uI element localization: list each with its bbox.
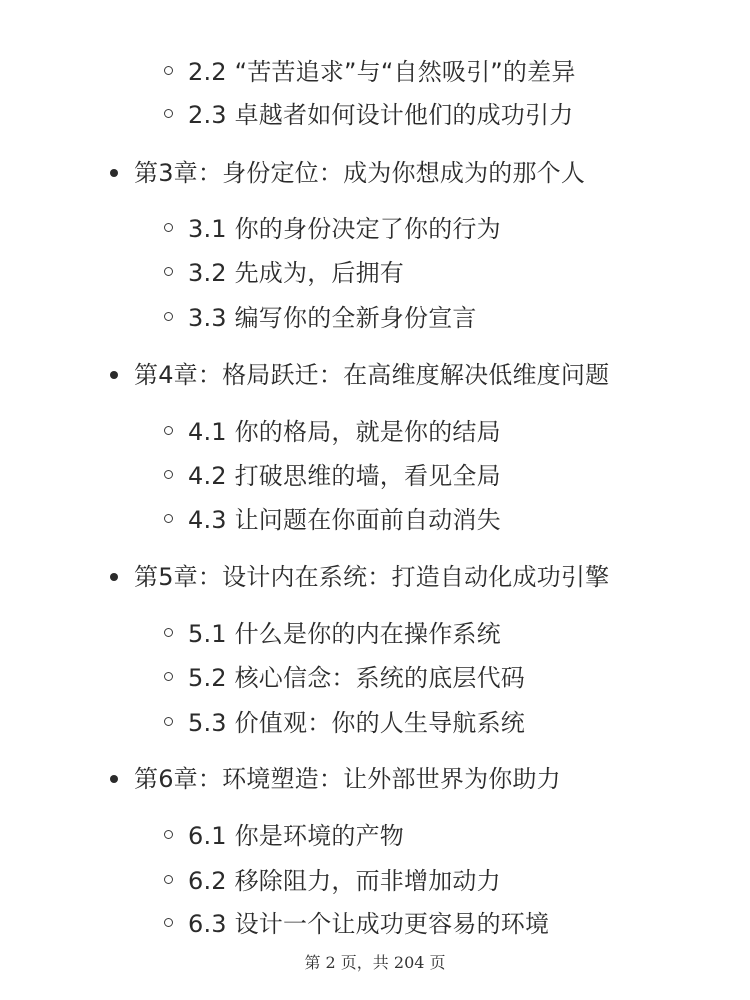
- toc-chapter-label: 第5章：设计内在系统：打造自动化成功引擎: [134, 563, 610, 591]
- toc-section-label: 4.3 让问题在你面前自动消失: [188, 506, 501, 534]
- toc-section-label: 5.1 什么是你的内在操作系统: [188, 620, 501, 648]
- hollow-bullet-icon: [164, 918, 173, 927]
- toc-section-label: 3.3 编写你的全新身份宣言: [188, 304, 477, 332]
- toc-section-label: 6.2 移除阻力，而非增加动力: [188, 867, 501, 895]
- hollow-bullet-icon: [164, 66, 173, 75]
- toc-section-label: 2.3 卓越者如何设计他们的成功引力: [188, 101, 574, 129]
- toc-section-label: 2.2 “苦苦追求”与“自然吸引”的差异: [188, 58, 576, 86]
- filled-bullet-icon: [110, 573, 118, 581]
- toc-chapter-label: 第6章：环境塑造：让外部世界为你助力: [134, 765, 561, 793]
- hollow-bullet-icon: [164, 109, 173, 118]
- toc-section-label: 4.2 打破思维的墙，看见全局: [188, 462, 501, 490]
- toc-section-label: 6.3 设计一个让成功更容易的环境: [188, 910, 550, 938]
- toc-chapter-label: 第3章：身份定位：成为你想成为的那个人: [134, 159, 586, 187]
- toc-section-label: 6.1 你是环境的产物: [188, 822, 404, 850]
- toc-section-label: 3.1 你的身份决定了你的行为: [188, 215, 501, 243]
- hollow-bullet-icon: [164, 875, 173, 884]
- toc-section-label: 3.2 先成为，后拥有: [188, 259, 404, 287]
- hollow-bullet-icon: [164, 312, 173, 321]
- toc-section-label: 5.2 核心信念：系统的底层代码: [188, 664, 525, 692]
- filled-bullet-icon: [110, 775, 118, 783]
- hollow-bullet-icon: [164, 223, 173, 232]
- hollow-bullet-icon: [164, 426, 173, 435]
- hollow-bullet-icon: [164, 628, 173, 637]
- hollow-bullet-icon: [164, 672, 173, 681]
- hollow-bullet-icon: [164, 830, 173, 839]
- hollow-bullet-icon: [164, 514, 173, 523]
- toc-chapter-label: 第4章：格局跃迁：在高维度解决低维度问题: [134, 361, 610, 389]
- page-number-footer: 第 2 页，共 204 页: [304, 953, 446, 972]
- filled-bullet-icon: [110, 371, 118, 379]
- toc-section-label: 5.3 价值观：你的人生导航系统: [188, 709, 525, 737]
- toc-section-label: 4.1 你的格局，就是你的结局: [188, 418, 501, 446]
- hollow-bullet-icon: [164, 717, 173, 726]
- hollow-bullet-icon: [164, 470, 173, 479]
- filled-bullet-icon: [110, 169, 118, 177]
- hollow-bullet-icon: [164, 267, 173, 276]
